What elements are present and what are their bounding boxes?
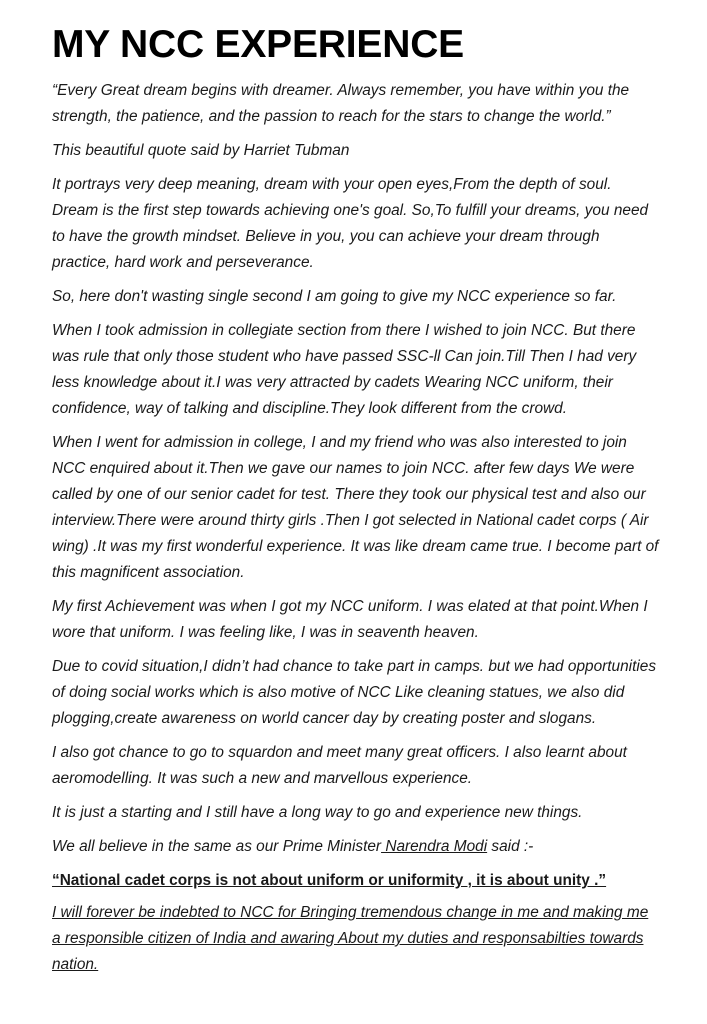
- opening-quote: “Every Great dream begins with dreamer. Always remember, you have within you the strength, the patience, and the passion to reach for the stars to change the world.”: [52, 82, 630, 125]
- pm-name: Narendra Modi: [381, 838, 488, 855]
- quote-attribution: This beautiful quote said by Harriet Tubman: [52, 142, 350, 159]
- paragraph-intro: So, here don't wasting single second I am going to give my NCC experience so far.: [52, 288, 617, 305]
- paragraph-uniform: My first Achievement was when I got my NCC uniform. I was elated at that point.When I wore that uniform. I was feeling like, I was in seaventh heaven.: [52, 598, 648, 641]
- paragraph-admission: When I took admission in collegiate section from there I wished to join NCC. But there was rule that only those student who have passed SSC-ll Can join.Till Then I had very less knowledge about it.I was very attracted by cadets Wearing NCC uniform, their confidence, way of talking and discipline.They look different from the crowd.: [52, 322, 637, 417]
- prime-minister-line: [52, 834, 660, 860]
- paragraph-squadron: I also got chance to go to squardon and meet many great officers. I also learnt about aeromodelling. It was such a new and marvellous experience.: [52, 744, 627, 787]
- pm-line-suffix: said :-: [487, 838, 534, 855]
- document-title: MY NCC EXPERIENCE: [52, 23, 464, 66]
- prime-minister-quote: “National cadet corps is not about uniform or uniformity , it is about unity .”: [52, 872, 607, 889]
- paragraph-selection: When I went for admission in college, I and my friend who was also interested to join NCC enquired about it.Then we gave our names to join NCC. after few days We were called by one of our senior cadet for test. There they took our physical test and also our interview.There were around thirty girls .Then I got selected in National cadet corps ( Air wing) .It was my first wonderful experience. It was like dream came true. I become part of this magnificent association.: [52, 434, 659, 581]
- document: [52, 22, 660, 986]
- pm-line-prefix: We all believe in the same as our Prime Minister: [52, 838, 382, 855]
- paragraph-starting: It is just a starting and I still have a long way to go and experience new things.: [52, 804, 583, 821]
- paragraph-social-work: Due to covid situation,I didn’t had chance to take part in camps. but we had opportunities of doing social works which is also motive of NCC Like cleaning statues, we also did plogging,create awareness on world cancer day by creating poster and slogans.: [52, 658, 657, 727]
- paragraph-dream-meaning: It portrays very deep meaning, dream with your open eyes,From the depth of soul. Dream is the first step towards achieving one's goal. So,To fulfill your dreams, you need to have the growth mindset. Believe in you, you can achieve your dream through practice, hard work and perseverance.: [52, 176, 649, 271]
- closing-statement: I will forever be indebted to NCC for Bringing tremendous change in me and making me a responsible citizen of India and awaring About my duties and responsabilties towards nation.: [52, 904, 649, 973]
